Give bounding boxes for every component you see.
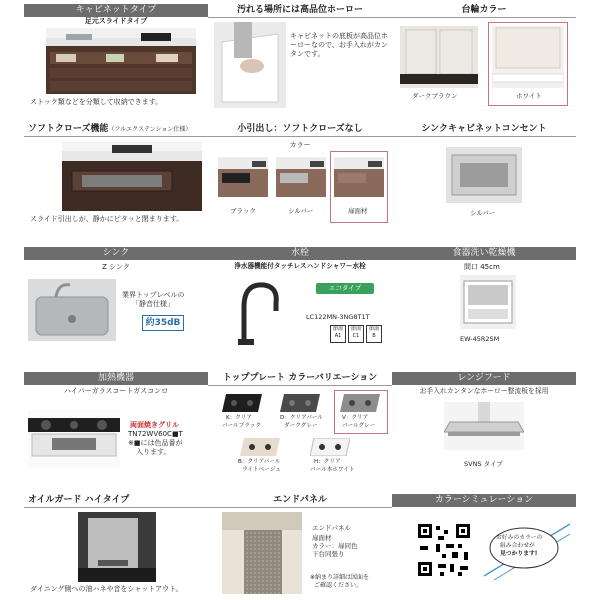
soft-close-title-wrap bbox=[24, 123, 208, 137]
small-drawer-color-label: カラー bbox=[289, 141, 311, 149]
top-plate-d-swatch[interactable] bbox=[280, 394, 320, 412]
top-plate-v-swatch bbox=[340, 394, 380, 412]
range-hood-title: レンジフード bbox=[392, 372, 576, 385]
enamel-panel bbox=[208, 4, 392, 112]
faucet-title: 水栓 bbox=[208, 247, 392, 260]
dishwasher-image bbox=[460, 275, 516, 329]
drawer-black-swatch[interactable] bbox=[218, 157, 268, 197]
color-simulation-title: カラーシミュレーション bbox=[392, 494, 576, 507]
top-plate-v-label-1: V：クリア bbox=[342, 415, 369, 421]
sink-title: シンク bbox=[24, 247, 208, 260]
faucet-panel bbox=[208, 247, 392, 353]
faucet-eco-badge: エコタイプ bbox=[316, 283, 374, 294]
range-hood-panel bbox=[392, 372, 576, 484]
oil-guard-image bbox=[78, 512, 156, 582]
faucet-badge-1-bottom: A1 bbox=[334, 333, 342, 339]
range-hood-model: SVNS タイプ bbox=[464, 460, 503, 468]
faucet-badge-2-bottom: C1 bbox=[352, 333, 360, 339]
sink-image bbox=[28, 279, 116, 341]
plinth-color-title: 台輪カラー bbox=[392, 4, 576, 18]
heating-title: 加熱機器 bbox=[24, 372, 208, 385]
stove-model: TN72WV60C bbox=[128, 430, 172, 438]
oil-guard-caption: ダイニング側への油ハネや音をシャットアウト。 bbox=[30, 585, 183, 593]
top-plate-h-swatch[interactable] bbox=[310, 438, 350, 456]
top-plate-d-label-2: ダークグレー bbox=[284, 423, 318, 429]
top-plate-b-label-1: B：クリアパール bbox=[238, 459, 281, 465]
top-plate-panel bbox=[208, 372, 392, 484]
qr-code-icon[interactable] bbox=[416, 522, 472, 578]
end-panel-note-1: ※納まり詳細は図面を bbox=[310, 574, 370, 581]
dishwasher-width: 間口 45cm bbox=[464, 263, 500, 271]
top-plate-h-label-2: パール本ホワイト bbox=[310, 467, 355, 473]
drawer-black-label: ブラック bbox=[230, 207, 256, 215]
color-simulation-panel bbox=[392, 494, 576, 598]
soft-close-caption: スライド引出しが、静かにピタッと閉まります。 bbox=[30, 215, 184, 223]
sink-panel bbox=[24, 247, 208, 353]
small-drawer-panel bbox=[208, 123, 392, 233]
end-panel-line-4: 下台同張り bbox=[312, 550, 345, 558]
enamel-title: 汚れる場所には高品位ホーロー bbox=[208, 4, 392, 18]
end-panel-line-1: エンドパネル bbox=[312, 524, 351, 532]
soft-close-drawer-image bbox=[62, 141, 202, 211]
top-plate-k-label-1: K：クリア bbox=[226, 415, 253, 421]
cabinet-type-panel bbox=[24, 4, 208, 112]
faucet-badge-1-top: 節湯 bbox=[332, 326, 343, 332]
plinth-color-panel bbox=[392, 4, 576, 112]
sink-outlet-image bbox=[446, 147, 522, 203]
top-plate-title: トッププレート カラーバリエーション bbox=[208, 372, 392, 386]
enamel-cleaning-image bbox=[214, 22, 286, 108]
drawer-door-material-swatch bbox=[334, 157, 384, 197]
faucet-badge-1 bbox=[330, 325, 346, 343]
end-panel-panel bbox=[208, 494, 392, 598]
soft-close-title: ソフトクローズ機能 bbox=[28, 124, 109, 134]
oil-guard-title: オイルガード ハイタイプ bbox=[24, 494, 208, 508]
faucet-badge-2-top: 節湯 bbox=[350, 326, 361, 332]
sink-outlet-color: シルバー bbox=[470, 209, 496, 217]
small-drawer-title: 小引出し：ソフトクローズなし bbox=[208, 123, 392, 137]
color-sim-bubble-2: 組み合わせが bbox=[500, 543, 535, 549]
drawer-door-material-label: 扉面材 bbox=[348, 207, 368, 215]
drawer-silver-label: シルバー bbox=[288, 207, 314, 215]
top-plate-v-label-2: パールグレー bbox=[342, 423, 376, 429]
color-sim-bubble-1: お好みのカラーの bbox=[496, 535, 543, 541]
stove-model-suffix: ■T bbox=[171, 430, 183, 438]
enamel-description: キャビネットの底板が高品位ホーローなので、お手入れがカンタンです。 bbox=[290, 32, 388, 58]
grill-label: 両面焼きグリル bbox=[130, 421, 179, 429]
heating-panel bbox=[24, 372, 208, 484]
top-plate-d-label-1: D：クリアパール bbox=[280, 415, 323, 421]
cabinet-kitchen-image bbox=[46, 28, 196, 94]
end-panel-note-2: ご確認ください。 bbox=[314, 582, 363, 589]
range-hood-subtitle: お手入れカンタンなホーロー整流板を採用 bbox=[419, 387, 549, 395]
faucet-badge-2 bbox=[348, 325, 364, 343]
plinth-white-swatch bbox=[492, 26, 564, 88]
faucet-badge-3-top: 節湯 bbox=[368, 326, 379, 332]
end-panel-line-3: カラー：扉同色 bbox=[312, 542, 358, 550]
top-plate-k-swatch[interactable] bbox=[222, 394, 262, 412]
dishwasher-panel bbox=[392, 247, 576, 353]
faucet-image bbox=[230, 277, 286, 347]
end-panel-line-2: 扉面材 bbox=[312, 534, 332, 542]
top-plate-k-label-2: パールブラック bbox=[222, 423, 261, 429]
end-panel-title: エンドパネル bbox=[208, 494, 392, 508]
stove-note-2: 入ります。 bbox=[136, 448, 171, 456]
sink-desc-2: 「静音仕様」 bbox=[132, 300, 174, 308]
faucet-badge-3 bbox=[366, 325, 382, 343]
cabinet-type-title: キャビネットタイプ bbox=[24, 4, 208, 17]
faucet-description: 浄水器機能付タッチレスハンドシャワー水栓 bbox=[234, 262, 366, 270]
heating-subtitle: ハイパーガラスコートガスコンロ bbox=[63, 387, 169, 395]
top-plate-h-label-1: H：クリア bbox=[314, 459, 341, 465]
faucet-badge-3-bottom: B bbox=[372, 333, 376, 339]
soft-close-panel bbox=[24, 123, 208, 233]
plinth-dark-brown-label: ダークブラウン bbox=[412, 92, 458, 100]
plinth-white-label: ホワイト bbox=[516, 92, 542, 100]
gas-stove-image bbox=[28, 410, 120, 468]
end-panel-image bbox=[222, 512, 302, 594]
cabinet-type-subtitle: 足元スライドタイプ bbox=[84, 17, 148, 25]
dishwasher-title: 食器洗い乾燥機 bbox=[392, 247, 576, 260]
dishwasher-model: EW-45R2SM bbox=[460, 335, 500, 343]
faucet-model: LC122MN-3NG8T1T bbox=[306, 313, 370, 321]
sink-outlet-panel bbox=[392, 123, 576, 233]
range-hood-image bbox=[444, 402, 524, 450]
top-plate-b-label-2: ライトベージュ bbox=[242, 467, 281, 473]
stove-model-wrap bbox=[128, 430, 183, 439]
drawer-silver-swatch[interactable] bbox=[276, 157, 326, 197]
oil-guard-panel bbox=[24, 494, 208, 598]
top-plate-b-swatch[interactable] bbox=[240, 438, 280, 456]
sink-db-badge: 約35dB bbox=[142, 315, 184, 331]
cabinet-type-caption: ストック類などを分類して収納できます。 bbox=[30, 98, 163, 106]
stove-note-1: ※■には色品番が bbox=[128, 439, 183, 447]
sink-outlet-title: シンクキャビネットコンセント bbox=[392, 123, 576, 137]
color-sim-bubble-3: 見つかります! bbox=[500, 551, 538, 557]
sink-type: Z シンク bbox=[102, 263, 130, 271]
plinth-dark-brown-swatch[interactable] bbox=[400, 26, 478, 88]
soft-close-title-note: （フルエクステンション仕様） bbox=[108, 126, 192, 133]
sink-desc-1: 業界トップレベルの bbox=[122, 291, 185, 299]
